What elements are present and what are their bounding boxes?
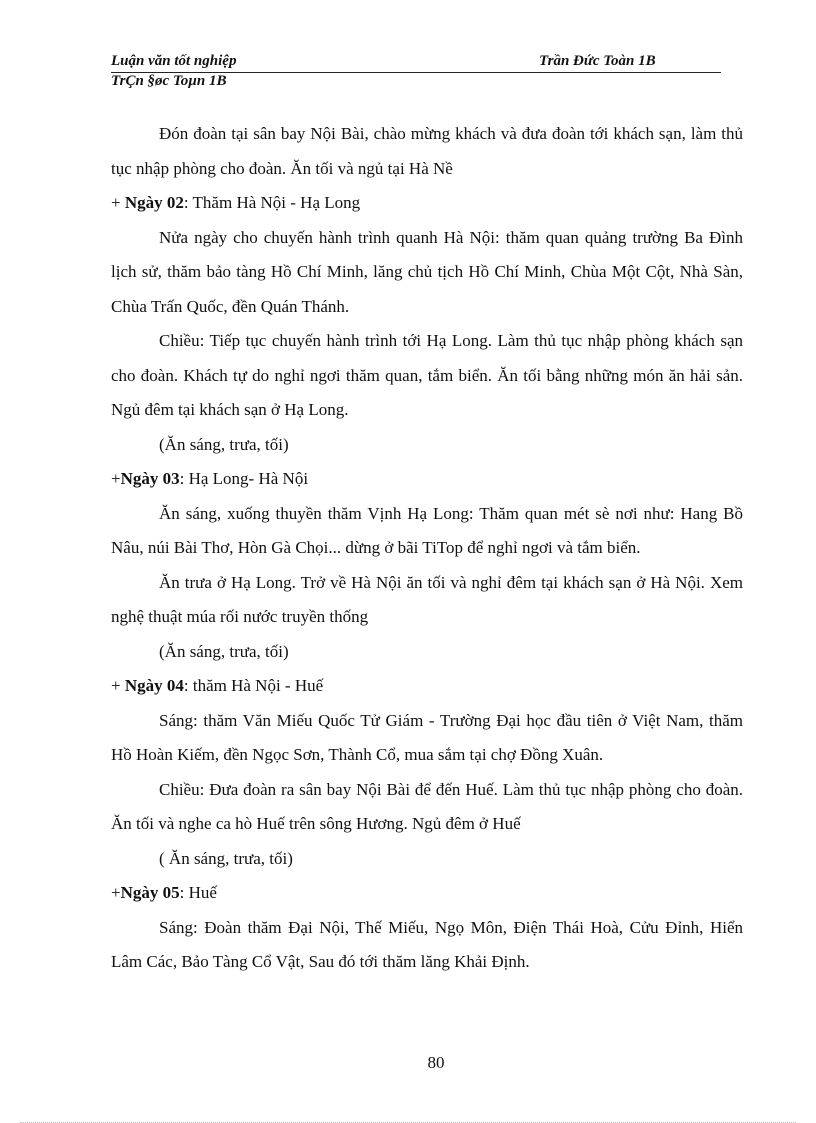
meals-note: (Ăn sáng, trưa, tối) (159, 434, 289, 454)
page-header (111, 52, 721, 73)
day-prefix: + (111, 193, 125, 212)
meals-note: ( Ăn sáng, trưa, tối) (159, 848, 293, 868)
day-route: : Huế (179, 883, 217, 902)
paragraph-hanoi-tour: Nửa ngày cho chuyến hành trình quanh Hà Nội: thăm quan quảng trường Ba Đình lịch sử, thăm bảo tàng Hồ Chí Minh, lăng chủ tịch Hồ Chí Minh, Chùa Một Cột, Nhà Sàn, Chùa Trấn Quốc, đền Quán Thánh. (111, 227, 743, 316)
day-heading-05 (111, 876, 743, 911)
paragraph-halong-afternoon: Chiều: Tiếp tục chuyến hành trình tới Hạ Long. Làm thủ tục nhập phòng khách sạn cho đoàn. Khách tự do nghỉ ngơi thăm quan, tắm biển. Ăn tối bằng những món ăn hải sản. Ngủ đêm tại khách sạn ở Hạ Long. (111, 331, 743, 419)
paragraph-halong-bay: Ăn sáng, xuống thuyền thăm Vịnh Hạ Long: Thăm quan mét sè nơi như: Hang Bồ Nâu, núi Bài Thơ, Hòn Gà Chọi... dừng ở bãi TiTop để nghỉ ngơi và tắm biển. (111, 503, 743, 557)
day-route: : Thăm Hà Nội - Hạ Long (183, 193, 361, 212)
paragraph-arrival: Đón đoàn tại sân bay Nội Bài, chào mừng khách và đưa đoàn tới khách sạn, làm thủ tục nhập phòng cho đoàn. Ăn tối và ngủ tại Hà Nề (111, 124, 743, 178)
meals-note: (Ăn sáng, trưa, tối) (159, 641, 289, 661)
header-author: Trần Đức Toàn 1B (539, 53, 656, 69)
day-label: Ngày 03 (120, 469, 180, 488)
day-prefix: + (111, 469, 121, 488)
header-garbled-author: TrÇn §øc Toµn 1B (111, 73, 227, 89)
day-label: Ngày 04 (124, 676, 184, 695)
day-label: Ngày 02 (124, 193, 184, 212)
document-body (111, 117, 743, 980)
day-label: Ngày 05 (120, 883, 180, 902)
paragraph-flight-hue: Chiều: Đưa đoàn ra sân bay Nội Bài để đến Huế. Làm thủ tục nhập phòng cho đoàn. Ăn tối và nghe ca hò Huế trên sông Hương. Ngủ đêm ở Huế (111, 779, 743, 833)
day-heading-02 (111, 186, 743, 221)
header-thesis-title: Luận văn tốt nghiệp (111, 53, 237, 69)
day-heading-04 (111, 669, 743, 704)
day-route: : Hạ Long- Hà Nội (179, 469, 309, 488)
day-heading-03 (111, 462, 743, 497)
day-prefix: + (111, 676, 125, 695)
paragraph-hue-citadel: Sáng: Đoàn thăm Đại Nội, Thế Miếu, Ngọ Môn, Điện Thái Hoà, Cửu Đỉnh, Hiển Lâm Các, Bảo Tàng Cổ Vật, Sau đó tới thăm lăng Khải Định. (111, 917, 743, 971)
page-number: 80 (427, 1053, 445, 1072)
day-route: : thăm Hà Nội - Huế (183, 676, 324, 695)
paragraph-van-mieu: Sáng: thăm Văn Miếu Quốc Tử Giám - Trường Đại học đầu tiên ở Việt Nam, thăm Hồ Hoàn Kiếm, đền Ngọc Sơn, Thành Cổ, mua sắm tại chợ Đồng Xuân. (111, 710, 743, 764)
paragraph-return-hanoi: Ăn trưa ở Hạ Long. Trở về Hà Nội ăn tối và nghỉ đêm tại khách sạn ở Hà Nội. Xem nghệ thuật múa rối nước truyền thống (111, 572, 743, 626)
day-prefix: + (111, 883, 121, 902)
